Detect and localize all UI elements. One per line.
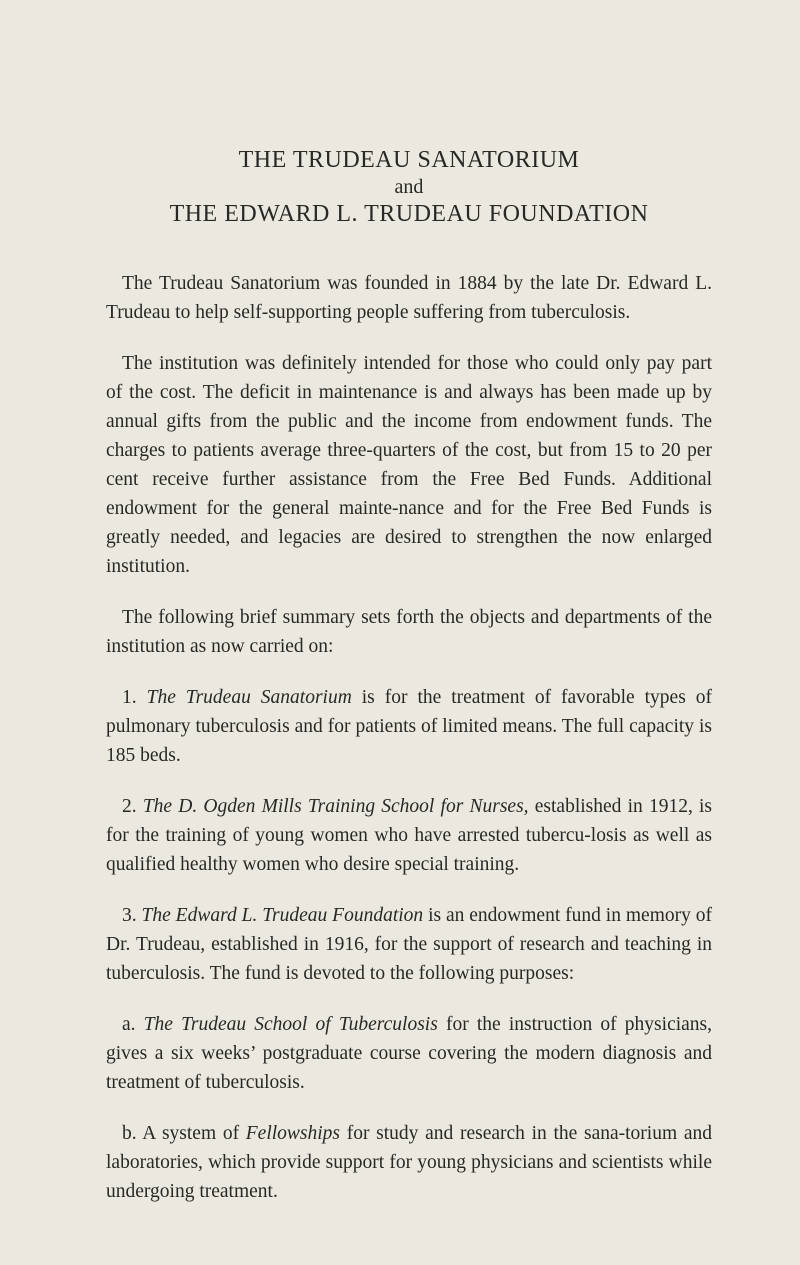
body-text [106, 269, 712, 1206]
item-name: The Trudeau School of Tuberculosis [143, 1014, 438, 1035]
page-title-line-1: THE TRUDEAU SANATORIUM [238, 147, 580, 173]
item-letter: a. [122, 1014, 136, 1035]
title-connector: and [394, 176, 424, 198]
sub-item-school-of-tuberculosis [106, 1010, 712, 1097]
list-item-nursing-school [106, 792, 712, 879]
item-name: The Edward L. Trudeau Foundation [141, 905, 424, 926]
sub-item-fellowships [106, 1119, 712, 1206]
item-name: The D. Ogden Mills Training School for Nurses, [142, 796, 529, 817]
page-title-line-2: THE EDWARD L. TRUDEAU FOUNDATION [169, 201, 649, 227]
item-text: is for the treatment of favorable types of pulmonary tuberculosis and for patients of limited means. The full capacity is 185 beds. [106, 687, 712, 766]
item-text: is an endowment fund in memory of Dr. Trudeau, established in 1916, for the support of research and teaching in tuberculosis. The fund is devoted to the following purposes: [106, 905, 713, 984]
paragraph-founding: The Trudeau Sanatorium was founded in 1884 by the late Dr. Edward L. Trudeau to help self-supporting people suffering from tuberculosis. [106, 273, 712, 323]
paragraph-summary-intro: The following brief summary sets forth the objects and departments of the institution as now carried on: [106, 607, 712, 657]
item-text: established in 1912, is for the training of young women who have arrested tubercu-losis as well as qualified healthy women who desire special training. [106, 796, 713, 875]
item-number: 3. [122, 905, 137, 926]
item-name: Fellowships [245, 1123, 341, 1144]
item-prefix: A system of [142, 1123, 240, 1144]
item-name: The Trudeau Sanatorium [146, 687, 352, 708]
paragraph-funding: The institution was definitely intended for those who could only pay part of the cost. The deficit in maintenance is and always has been made up by annual gifts from the public and the income from endowment funds. The charges to patients average three-quarters of the cost, but from 15 to 20 per cent receive further assistance from the Free Bed Funds. Additional endowment for the general mainte-nance and for the Free Bed Funds is greatly needed, and legacies are desired to strengthen the now enlarged institution. [106, 353, 712, 577]
item-number: 2. [122, 796, 137, 817]
list-item-foundation [106, 901, 712, 988]
item-letter: b. [122, 1123, 137, 1144]
item-text: for study and research in the sana-torium and laboratories, which provide support for young physicians and scientists while undergoing treatment. [106, 1123, 712, 1202]
item-number: 1. [122, 687, 137, 708]
item-text: for the instruction of physicians, gives a six weeks’ postgraduate course covering the modern diagnosis and treatment of tuberculosis. [106, 1014, 713, 1093]
list-item-sanatorium [106, 683, 712, 770]
